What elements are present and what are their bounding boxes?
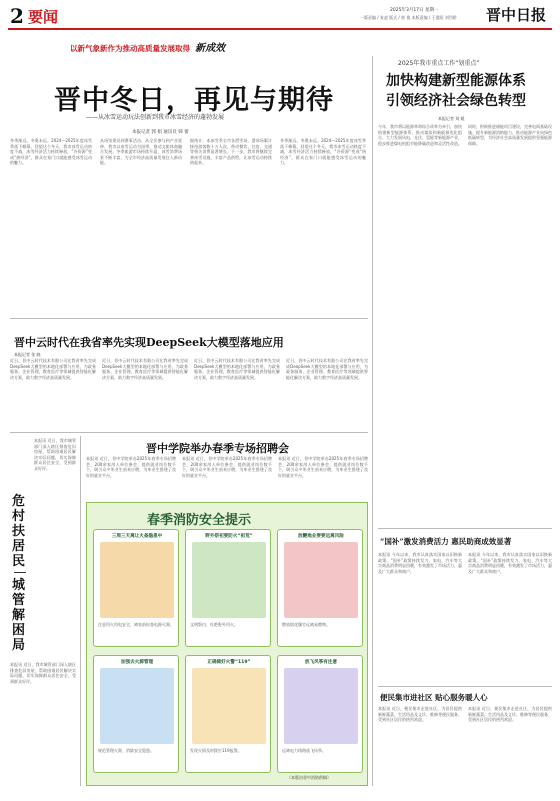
fire-panel-title: 正确做好火警“119” [207, 660, 251, 665]
fire-safety-title: 春季消防安全提示 [147, 513, 252, 528]
fire-panel-caption: 文明祭扫，杜绝野外用火。 [190, 622, 238, 627]
right-title-line2: 引领经济社会绿色转型 [386, 93, 526, 109]
right-body-col2: 同时，积极推进储能项目建设，完善电网基础设施，提升新能源消纳能力，推动能源产业向绿色低碳转型，为经济社会高质量发展提供坚强能源保障。 [468, 124, 552, 146]
deepseek-body-col2: 近日，晋中云时代技术有限公司在我省率先完成DeepSeek大模型的本地化部署与应用，为政务服务、企业管理、教育医疗等领域提供智能化解决方案，助力数字经济高质量发展。 [102, 358, 188, 380]
vertical-title-part1: 危村扶居民 [12, 494, 26, 569]
deepseek-story [10, 322, 368, 432]
page-header [0, 0, 560, 30]
fire-safety-box [86, 502, 368, 786]
column-rule-right [372, 56, 373, 786]
fire-safety-panel [185, 529, 271, 647]
banner-text: 以新气象新作为推动高质量发展取得 [70, 44, 190, 53]
community-body-col2: 本报讯 近日，便民集市走进社区，为居民提供新鲜蔬菜、生活用品及义诊、维修等便民服务，受到社区居民的热烈欢迎。 [468, 706, 552, 723]
deepseek-body-col1: 近日，晋中云时代技术有限公司在我省率先完成DeepSeek大模型的本地化部署与应用，为政务服务、企业管理、教育医疗等领域提供智能化解决方案，助力数字经济高质量发展。 [10, 358, 96, 380]
date-line: 2025年3月17日 星期一 [390, 8, 439, 13]
deepseek-body-col4: 近日，晋中云时代技术有限公司在我省率先完成DeepSeek大模型的本地化部署与应用，为政务服务、企业管理、教育医疗等领域提供智能化解决方案，助力数字经济高质量发展。 [286, 358, 368, 380]
fire-panel-illustration [100, 668, 174, 744]
fire-safety-panel [93, 529, 179, 647]
lead-body-col1: 冬季渐远，冬奥未远。2024—2025年度冰雪季落下帷幕。回望这个冬天，我市冰雪运动热度不减，冰雪经济活力持续释放，“冷资源”变成“热经济”，群众在家门口就能感受冰雪运动的魅力。 [10, 138, 92, 166]
recruit-body-col1: 本报讯 近日，晋中学院举办2025年春季专场招聘会，200余家用人单位参会，提供就业岗位数千个，吸引众多毕业生前来应聘，为毕业生搭建了良好的就业平台。 [86, 456, 176, 478]
fire-panel-caption: 发现火情及时拨打119报警。 [190, 748, 242, 753]
gift-body-col2: 本报讯 今年以来，我市认真落实国家以旧换新政策，“国补”政策持续发力，家电、汽车等大宗商品消费明显回暖，有效激发了市场活力，惠及广大群众和商户。 [468, 552, 552, 574]
recruit-body-col2: 本报讯 近日，晋中学院举办2025年春季专场招聘会，200余家用人单位参会，提供就业岗位数千个，吸引众多毕业生前来应聘，为毕业生搭建了良好的就业平台。 [182, 456, 272, 478]
recruit-title: 晋中学院举办春季专场招聘会 [146, 442, 289, 455]
fire-panel-illustration [284, 542, 358, 618]
fire-safety-panel [93, 655, 179, 773]
column-rule-left [80, 436, 81, 786]
vertical-body-bottom: 本报讯 近日，我市城管部门深入辖区排查危旧房屋，帮助困难居民解决实际问题，切实保障群众居住安全，受到群众好评。 [10, 662, 76, 684]
deepseek-body-col3: 近日，晋中云时代技术有限公司在我省率先完成DeepSeek大模型的本地化部署与应用，为政务服务、企业管理、教育医疗等领域提供智能化解决方案，助力数字经济高质量发展。 [194, 358, 280, 380]
deepseek-title: 晋中云时代在我省率先实现DeepSeek大模型落地应用 [14, 336, 284, 349]
community-story [378, 690, 552, 790]
fire-safety-footer: （本版由晋中消防供稿） [287, 775, 331, 780]
fire-panel-illustration [192, 542, 266, 618]
lead-story [10, 58, 368, 316]
editor-line: 一版责编 / 张凌 版式 / 崔 俊 本版责编 / 王重阳 刘烈桥 [360, 15, 457, 20]
banner [70, 36, 290, 54]
header-rule [8, 28, 552, 30]
banner-highlight: 新成效 [195, 43, 226, 54]
vertical-story [10, 436, 76, 786]
rule-community [378, 686, 552, 687]
recruit-body-col3: 本报讯 近日，晋中学院举办2025年春季专场招聘会，200余家用人单位参会，提供就业岗位数千个，吸引众多毕业生前来应聘，为毕业生搭建了良好的就业平台。 [278, 456, 368, 478]
fire-panel-caption: 注意用火用电安全，离家前检查电源火源。 [98, 622, 174, 627]
rule-deepseek [10, 318, 368, 319]
community-title: 便民集市进社区 贴心服务暖人心 [380, 693, 488, 702]
fire-panel-caption: 远离电力线路放飞风筝。 [282, 748, 326, 753]
section-name: 要闻 [28, 8, 59, 26]
right-body-col1: 今年，我市将以能源革命综合改革为牵引，加快构建新型能源体系，推动煤炭和新能源优化组合，大力发展风电、光伏、氢能等新能源产业，稳步推进煤电机组节能降碳改造和灵活性改造。 [378, 124, 462, 146]
rule-gift [378, 528, 552, 529]
right-byline: 本报记者 刘 媛 [438, 116, 465, 121]
lead-title: 晋中冬日，再见与期待 [54, 85, 334, 116]
masthead: 晋中日报 [486, 6, 547, 24]
right-story [378, 58, 552, 528]
lead-subtitle: ——从冰雪运动玩法创新到我市冰雪经济的蓬勃发展 [86, 114, 225, 121]
lead-body-col4: 冬季渐远，冬奥未远。2024—2025年度冰雪季落下帷幕。回望这个冬天，我市冰雪运动热度不减，冰雪经济活力持续释放，“冷资源”变成“热经济”，群众在家门口就能感受冰雪运动的魅力。 [280, 138, 366, 166]
rule-lower [10, 432, 368, 433]
lead-body-col2: 从场馆建设到赛事活动，从全民参与到产业延伸，我市以冰雪运动为纽带，推动文旅体商融合发展，冬季旅游市场持续升温，冰雪消费场景不断丰富，为全市经济高质量发展注入新动能。 [100, 138, 182, 166]
recruit-story [86, 436, 368, 498]
fire-panel-illustration [284, 668, 358, 744]
fire-panel-title: 放飞风筝有注意 [304, 660, 338, 665]
fire-safety-panel [277, 529, 363, 647]
fire-panel-title: 加强去火源管理 [120, 660, 154, 665]
vertical-title-part2: 城管解困局 [12, 578, 26, 653]
gift-body-col1: 本报讯 今年以来，我市认真落实国家以旧换新政策，“国补”政策持续发力，家电、汽车等大宗商品消费明显回暖，有效激发了市场活力，惠及广大群众和商户。 [378, 552, 462, 574]
fire-panel-caption: 规范管理火源，消除安全隐患。 [98, 748, 154, 753]
gift-title: “国补”激发消费活力 惠民助商成效显著 [380, 537, 512, 546]
fire-panel-title: 野外祭祀要防火“祖荒” [205, 534, 253, 539]
vertical-body-top: 本报讯 近日，我市城管部门深入辖区排查危旧房屋，帮助困难居民解决实际问题，切实保障群众居住安全，受到群众好评。 [34, 438, 76, 471]
page-number: 2 [10, 4, 24, 28]
gift-story [378, 532, 552, 682]
lead-byline: 本报记者 郭 娟 通讯员 韩 蕾 [132, 130, 189, 135]
right-title-line1: 加快构建新型能源体系 [386, 73, 526, 89]
fire-panel-illustration [192, 668, 266, 744]
fire-panel-title: 三周三天离让火备隐患中 [111, 534, 163, 539]
community-body-col1: 本报讯 近日，便民集市走进社区，为居民提供新鲜蔬菜、生活用品及义诊、维修等便民服务，受到社区居民的热烈欢迎。 [378, 706, 462, 723]
fire-panel-caption: 燃放烟花爆竹远离易燃物。 [282, 622, 330, 627]
fire-safety-panel [185, 655, 271, 773]
right-kicker: 2025年我市重点工作“划重点” [398, 60, 480, 67]
vertical-title-divider [14, 572, 26, 573]
fire-panel-illustration [100, 542, 174, 618]
deepseek-byline: 本报记者 张 晓 [14, 352, 41, 357]
lead-body-col3: 据统计，本冰雪季全市各滑雪场、滑冰场累计接待游客数十万人次，带动餐饮、住宿、交通等相关消费显著增长。下一步，我市将继续完善冰雪设施，丰富产品供给，让冰雪运动持续热起来。 [190, 138, 272, 166]
fire-safety-panel [277, 655, 363, 773]
fire-panel-title: 放鞭炮业要要远离风险 [298, 534, 344, 539]
